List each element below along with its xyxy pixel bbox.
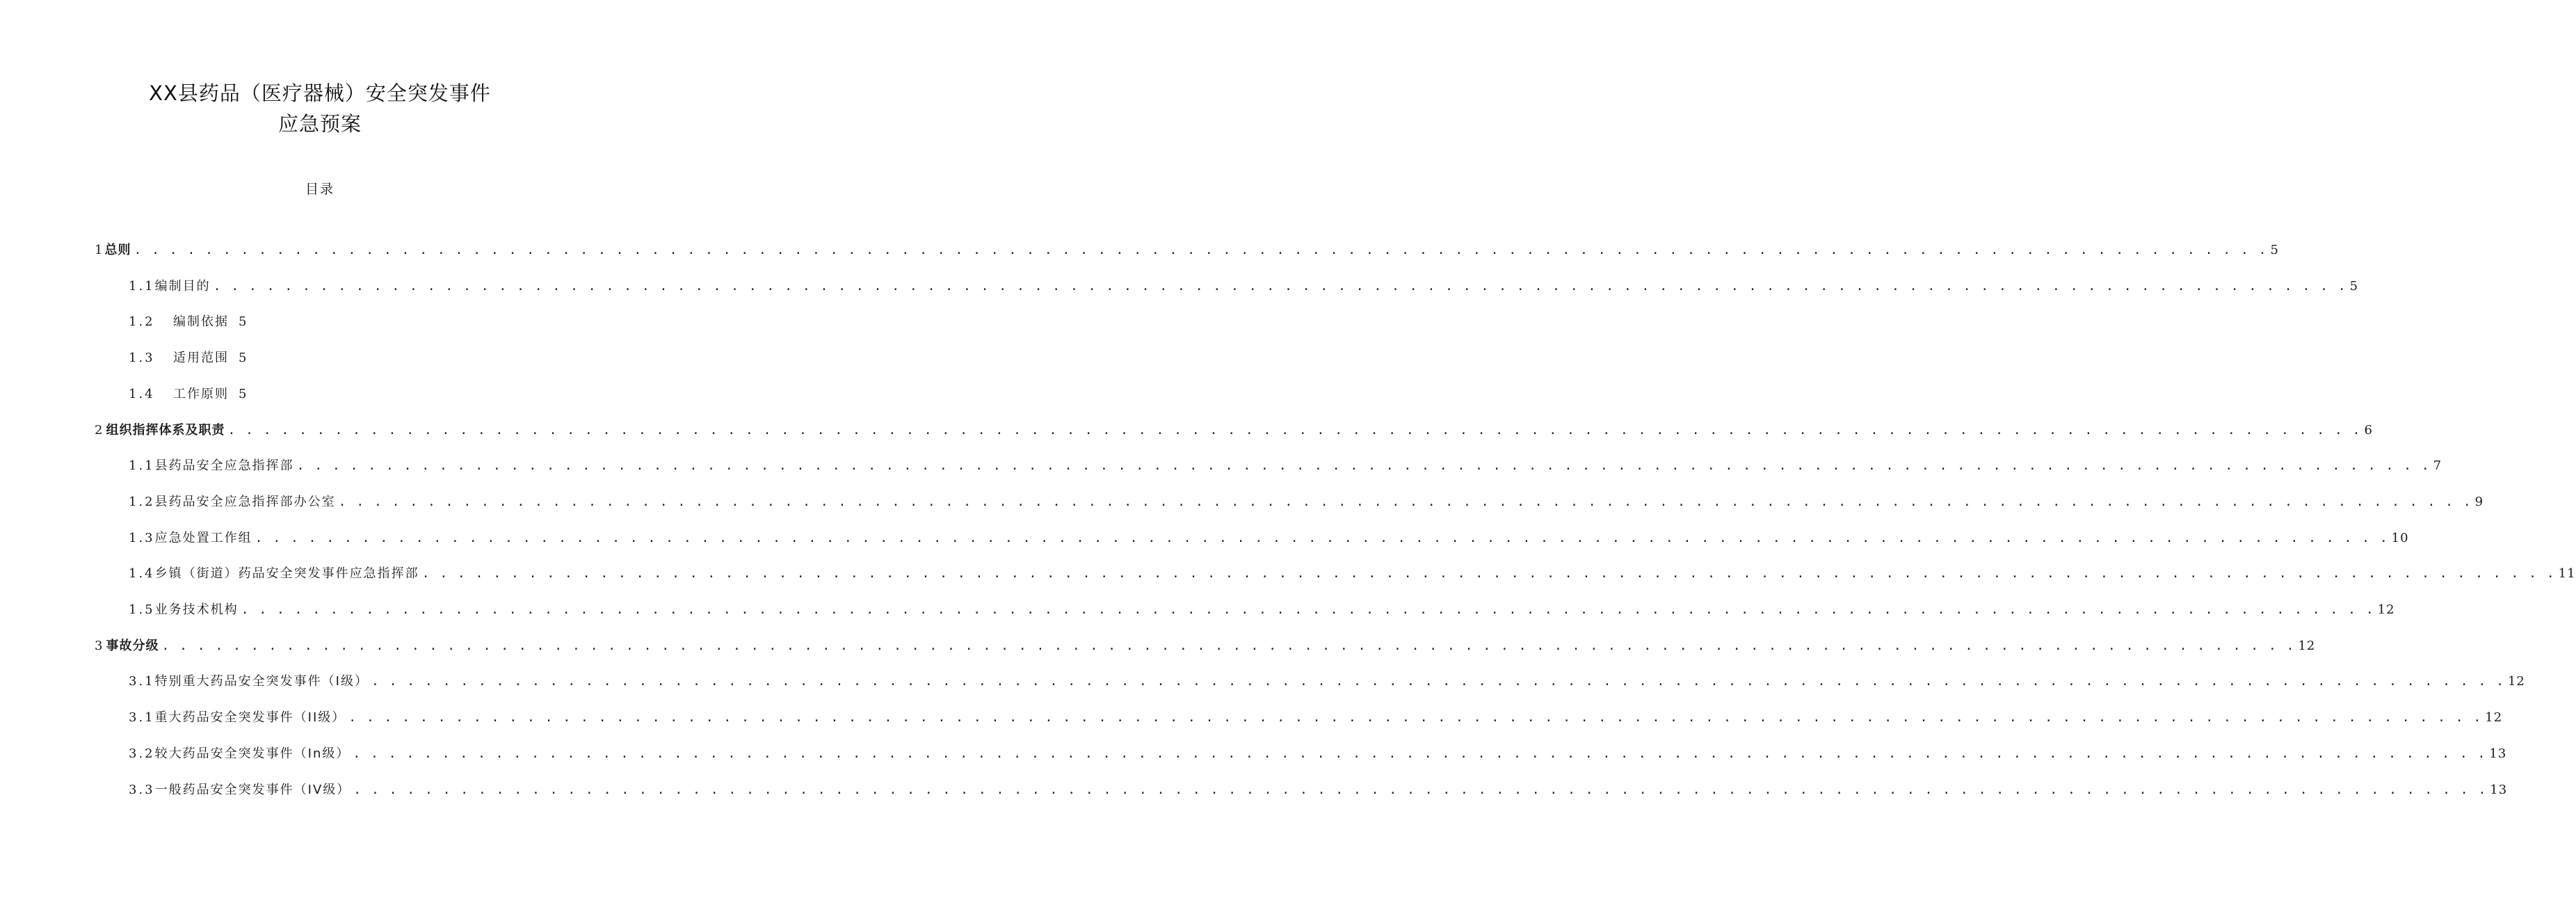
toc-entry[interactable] [95, 420, 2373, 441]
title-line-2: 应急预案 [277, 112, 362, 136]
toc-entry-page: 13 [2490, 782, 2508, 797]
toc-entry-title: 特别重大药品安全突发事件（I级） [154, 674, 369, 689]
toc-dot-leader: . . . . . . . . . . . . . . . . . . . . . . . . . . . . . . . . . . . . . . . . . . . . . . . . . . . . . . . . . . . . . . . . . . . . . . . . . . . . . . . . . . . . . . . . . . . . . . . . . . . . . . . . . . . . . . . . . . . . . . . . [348, 710, 2483, 726]
toc-entry[interactable] [95, 240, 2279, 261]
toc-entry-title: 较大药品安全突发事件（In级） [154, 746, 351, 761]
toc-entry-number: 3.3 [129, 782, 155, 797]
toc-dot-leader: . . . . . . . . . . . . . . . . . . . . . . . . . . . . . . . . . . . . . . . . . . . . . . . . . . . . . . . . . . . . . . . . . . . . . . . . . . . . . . . . . . . . . . . . . . . . . . . . . . . . . . . . . . . . . . . . . . . . . . . . [353, 746, 2487, 761]
toc-entry[interactable] [129, 528, 2409, 549]
toc-entry[interactable] [95, 636, 2316, 657]
toc-entry-page: 12 [2485, 710, 2503, 726]
toc-entry-title: 应急处置工作组 [154, 530, 252, 545]
toc-entry[interactable] [129, 671, 2525, 692]
toc-entry-title: 乡镇（街道）药品安全突发事件应急指挥部 [154, 566, 419, 582]
toc-entry[interactable] [129, 384, 569, 405]
toc-entry-number: 3.1 [129, 710, 155, 726]
toc-entry-page: 5 [239, 351, 247, 366]
toc-entry-page: 5 [239, 386, 247, 401]
toc-entry-number: 1.3 [129, 530, 155, 545]
toc-entry[interactable] [129, 276, 2359, 297]
toc-entry-page: 5 [2349, 278, 2359, 294]
toc-dot-leader: . . . . . . . . . . . . . . . . . . . . . . . . . . . . . . . . . . . . . . . . . . . . . . . . . . . . . . . . . . . . . . . . . . . . . . . . . . . . . . . . . . . . . . . . . . . . . . . . . . . . . . . . . . . . . . . . . . . . . . . . [213, 278, 2347, 294]
toc-dot-leader: . . . . . . . . . . . . . . . . . . . . . . . . . . . . . . . . . . . . . . . . . . . . . . . . . . . . . . . . . . . . . . . . . . . . . . . . . . . . . . . . . . . . . . . . . . . . . . . . . . . . . . . . . . . . . . . . . . . . . . . . [421, 566, 2556, 582]
toc-dot-leader: . . . . . . . . . . . . . . . . . . . . . . . . . . . . . . . . . . . . . . . . . . . . . . . . . . . . . . . . . . . . . . . . . . . . . . . . . . . . . . . . . . . . . . . . . . . . . . . . . . . . . . . . . . . . . . . . . . . . . . . . [241, 602, 2375, 617]
toc-entry-page: 12 [2377, 602, 2395, 617]
toc-entry-number: 1.2 [129, 314, 155, 330]
toc-entry[interactable] [129, 744, 2507, 764]
toc-entry[interactable] [129, 492, 2484, 513]
toc-entry-page: 5 [239, 314, 247, 330]
toc-entry-number: 1.4 [129, 386, 155, 401]
toc-entry-number: 3.2 [129, 746, 155, 761]
toc-entry-title: 县药品安全应急指挥部办公室 [154, 494, 336, 509]
toc-entry-title: 工作原则 [173, 386, 229, 401]
toc-entry-page: 11 [2558, 566, 2576, 582]
toc-dot-leader: . . . . . . . . . . . . . . . . . . . . . . . . . . . . . . . . . . . . . . . . . . . . . . . . . . . . . . . . . . . . . . . . . . . . . . . . . . . . . . . . . . . . . . . . . . . . . . . . . . . . . . . . . . . . . . . . . . . . . . . . [255, 530, 2389, 545]
toc-entry-number: 3 [95, 638, 105, 653]
toc-entry-number: 1.4 [129, 566, 155, 582]
toc-entry-title: 重大药品安全突发事件（II级） [154, 710, 346, 726]
toc-entry-page: 12 [2507, 674, 2525, 689]
toc-dot-leader: . . . . . . . . . . . . . . . . . . . . . . . . . . . . . . . . . . . . . . . . . . . . . . . . . . . . . . . . . . . . . . . . . . . . . . . . . . . . . . . . . . . . . . . . . . . . . . . . . . . . . . . . . . . . . . . . . . . . . . . . [371, 674, 2505, 689]
toc-entry-title: 组织指挥体系及职责 [106, 422, 225, 438]
toc-dot-leader: . . . . . . . . . . . . . . . . . . . . . . . . . . . . . . . . . . . . . . . . . . . . . . . . . . . . . . . . . . . . . . . . . . . . . . . . . . . . . . . . . . . . . . . . . . . . . . . . . . . . . . . . . . . . . . . . . . . . . . . . [161, 638, 2296, 653]
toc-entry[interactable] [129, 707, 2503, 728]
toc-entry-page: 10 [2391, 530, 2409, 545]
toc-entry-title: 业务技术机构 [154, 602, 239, 617]
toc-entry-title: 总则 [104, 243, 131, 257]
toc-entry-title: 编制目的 [154, 278, 211, 294]
toc-entry-number: 1 [95, 243, 105, 257]
toc-entry-number: 1.3 [129, 351, 155, 366]
toc-entry-number: 1.1 [129, 278, 155, 294]
toc-dot-leader: . . . . . . . . . . . . . . . . . . . . . . . . . . . . . . . . . . . . . . . . . . . . . . . . . . . . . . . . . . . . . . . . . . . . . . . . . . . . . . . . . . . . . . . . . . . . . . . . . . . . . . . . . . . . . . . . . . . . . . . . [227, 422, 2362, 438]
toc-entry-page: 12 [2298, 638, 2316, 653]
toc-entry-page: 5 [2270, 243, 2279, 257]
toc-entry-page: 6 [2364, 422, 2373, 438]
toc-entry-page: 13 [2489, 746, 2507, 761]
toc-entry-number: 2 [95, 422, 105, 438]
toc-entry-title: 事故分级 [106, 638, 159, 653]
toc-entry-title: 适用范围 [173, 351, 229, 366]
toc-entry-number: 1.2 [129, 494, 155, 509]
toc-entry[interactable] [129, 600, 2395, 620]
toc-entry-title: 一般药品安全突发事件（IV级） [154, 782, 351, 797]
toc-entry[interactable] [129, 312, 569, 333]
toc-heading: 目录 [305, 182, 335, 197]
title-line-1: XX县药品（医疗器械）安全突发事件 [149, 81, 491, 105]
toc-entry-number: 1.5 [129, 602, 155, 617]
toc-entry[interactable] [129, 456, 2442, 476]
toc-entry-number: 3.1 [129, 674, 155, 689]
toc-entry-title: 编制依据 [173, 314, 229, 330]
toc-entry-title: 县药品安全应急指挥部 [154, 458, 294, 474]
toc-entry[interactable] [129, 780, 2508, 801]
toc-dot-leader: . . . . . . . . . . . . . . . . . . . . . . . . . . . . . . . . . . . . . . . . . . . . . . . . . . . . . . . . . . . . . . . . . . . . . . . . . . . . . . . . . . . . . . . . . . . . . . . . . . . . . . . . . . . . . . . . . . . . . . . . [296, 458, 2431, 474]
toc-dot-leader: . . . . . . . . . . . . . . . . . . . . . . . . . . . . . . . . . . . . . . . . . . . . . . . . . . . . . . . . . . . . . . . . . . . . . . . . . . . . . . . . . . . . . . . . . . . . . . . . . . . . . . . . . . . . . . . . . . . . . . . . [338, 494, 2472, 509]
toc-entry[interactable] [129, 348, 569, 369]
toc-dot-leader: . . . . . . . . . . . . . . . . . . . . . . . . . . . . . . . . . . . . . . . . . . . . . . . . . . . . . . . . . . . . . . . . . . . . . . . . . . . . . . . . . . . . . . . . . . . . . . . . . . . . . . . . . . . . . . . . . . . . . . . . [353, 782, 2488, 797]
toc-entry[interactable] [129, 563, 2576, 584]
toc-entry-page: 7 [2433, 458, 2442, 474]
toc-entry-number: 1.1 [129, 458, 155, 474]
toc-dot-leader: . . . . . . . . . . . . . . . . . . . . . . . . . . . . . . . . . . . . . . . . . . . . . . . . . . . . . . . . . . . . . . . . . . . . . . . . . . . . . . . . . . . . . . . . . . . . . . . . . . . . . . . . . . . . . . . . . . . . . . . . [134, 243, 2268, 257]
toc-entry-page: 9 [2474, 494, 2484, 509]
